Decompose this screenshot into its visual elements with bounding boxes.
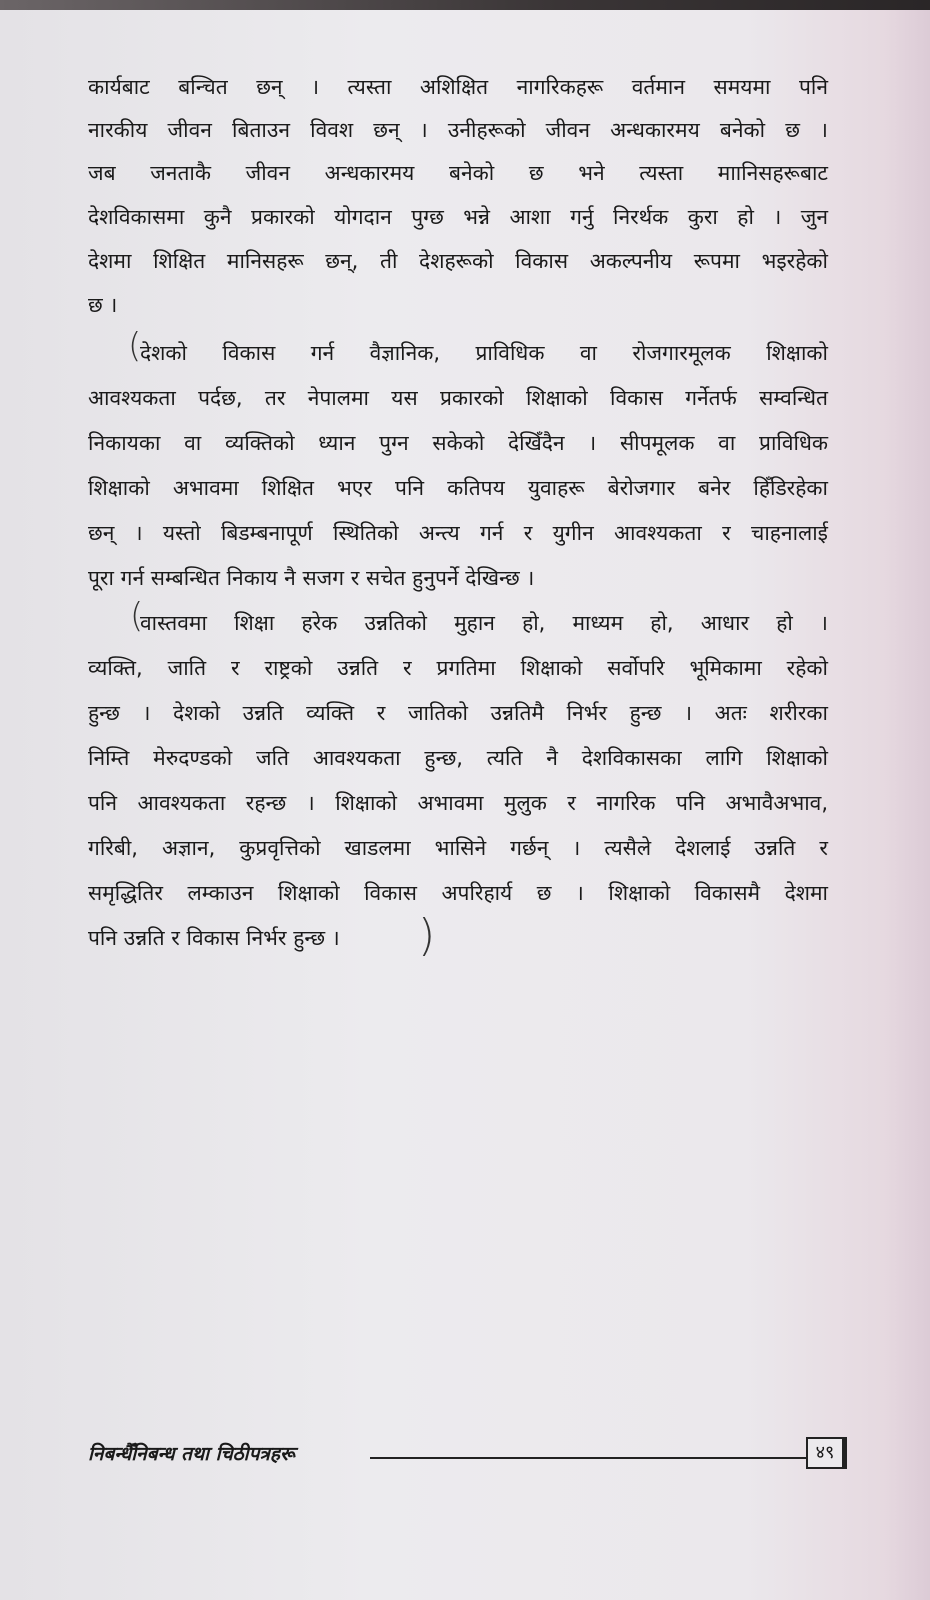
text-line: हुन्छ । देशको उन्नति व्यक्ति र जातिको उन्नतिमै निर्भर हुन्छ । अतः शरीरका — [88, 701, 828, 725]
text-line: गरिबी, अज्ञान, कुप्रवृत्तिको खाडलमा भासिने गर्छन् । त्यसैले देशलाई उन्नति र — [88, 836, 828, 860]
text-line: देशमा शिक्षित मानिसहरू छन्, ती देशहरूको विकास अकल्पनीय रूपमा भइरहेको — [88, 249, 828, 273]
text-line: छ । — [88, 293, 118, 317]
text-line: देशविकासमा कुनै प्रकारको योगदान पुग्छ भन्ने आशा गर्नु निरर्थक कुरा हो । जुन — [88, 205, 828, 229]
text-line: पनि उन्नति र विकास निर्भर हुन्छ । — [88, 926, 340, 950]
text-line: निम्ति मेरुदण्डको जति आवश्यकता हुन्छ, त्यति नै देशविकासका लागि शिक्षाको — [88, 746, 828, 770]
text-line: व्यक्ति, जाति र राष्ट्रको उन्नति र प्रगतिमा शिक्षाको सर्वोपरि भूमिकामा रहेको — [88, 656, 828, 680]
text-line: छन् । यस्तो बिडम्बनापूर्ण स्थितिको अन्त्य गर्न र युगीन आवश्यकता र चाहनालाई — [88, 521, 828, 545]
text-line: शिक्षाको अभावमा शिक्षित भएर पनि कतिपय युवाहरू बेरोजगार बनेर हिँडिरहेका — [88, 476, 828, 500]
handwritten-bracket-mark: ( — [128, 326, 142, 366]
text-line: आवश्यकता पर्दछ, तर नेपालमा यस प्रकारको शिक्षाको विकास गर्नेतर्फ सम्वन्धित — [88, 386, 828, 410]
text-line: समृद्धितिर लम्काउन शिक्षाको विकास अपरिहार्य छ । शिक्षाको विकासमै देशमा — [88, 881, 828, 905]
page-top-edge — [0, 0, 930, 10]
footer-rule — [370, 1457, 808, 1459]
page-number: ४९ — [806, 1437, 847, 1469]
handwritten-bracket-mark: ) — [418, 910, 436, 961]
text-line: कार्यबाट बन्चित छन् । त्यस्ता अशिक्षित नागरिकहरू वर्तमान समयमा पनि — [88, 75, 828, 99]
text-line: निकायका वा व्यक्तिको ध्यान पुग्न सकेको देखिँदैन । सीपमूलक वा प्राविधिक — [88, 431, 828, 455]
text-line: नारकीय जीवन बिताउन विवश छन् । उनीहरूको जीवन अन्धकारमय बनेको छ । — [88, 118, 828, 142]
handwritten-bracket-mark: ( — [130, 596, 144, 636]
text-line: जब जनताकै जीवन अन्धकारमय बनेको छ भने त्यस्ता माानिसहरूबाट — [88, 161, 828, 185]
text-line: देशको विकास गर्न वैज्ञानिक, प्राविधिक वा रोजगारमूलक शिक्षाको — [140, 341, 828, 365]
text-line: वास्तवमा शिक्षा हरेक उन्नतिको मुहान हो, माध्यम हो, आधार हो । — [140, 611, 828, 635]
text-line: पनि आवश्यकता रहन्छ । शिक्षाको अभावमा मुलुक र नागरिक पनि अभावैअभाव, — [88, 791, 828, 815]
text-line: पूरा गर्न सम्बन्धित निकाय नै सजग र सचेत हुनुपर्ने देखिन्छ । — [88, 566, 535, 590]
running-footer-title: निबन्धैँनिबन्ध तथा चिठीपत्रहरू — [88, 1443, 295, 1465]
